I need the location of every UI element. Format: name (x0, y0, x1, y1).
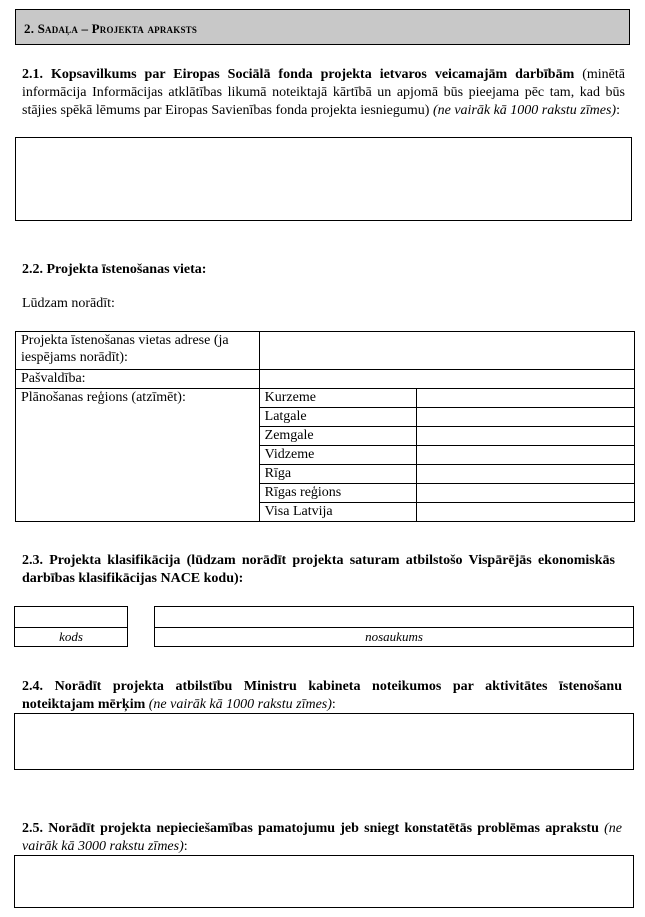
region-checkbox-latgale[interactable] (417, 408, 635, 427)
justification-input-box[interactable] (14, 855, 634, 908)
section-2-2-instruction: Lūdzam norādīt: (22, 296, 115, 311)
municipality-label (16, 370, 260, 389)
nace-code-label-text: kods (59, 629, 83, 644)
section-2-5-text (22, 820, 622, 856)
region-name: Rīga (259, 465, 417, 484)
section-2-3-heading: 2.3. Projekta klasifikācija (lūdzam norādīt projekta saturam atbilstošo Vispārējās ekonomiskās darbības klasifikācijas NACE kodu): (22, 553, 615, 586)
address-label (16, 332, 260, 370)
section-2-4-note: (ne vairāk kā 1000 rakstu zīmes) (145, 697, 332, 712)
region-name: Latgale (259, 408, 417, 427)
address-input[interactable] (259, 332, 634, 370)
nace-name-input[interactable] (154, 606, 634, 628)
region-name: Kurzeme (259, 389, 417, 408)
region-checkbox-kurzeme[interactable] (417, 389, 635, 408)
region-checkbox-riga[interactable] (417, 465, 635, 484)
section-2-4-heading: 2.4. Norādīt projekta atbilstību Ministru kabineta noteikumos par aktivitātes īstenošanu noteiktajam mērķim (22, 679, 622, 712)
section-2-1-heading: 2.1. Kopsavilkums par Eiropas Sociālā fonda projekta ietvaros veicamajām darbībām (22, 67, 575, 82)
section-title: 2. Sadaļa – Projekta apraksts (24, 21, 198, 36)
region-label (16, 389, 260, 522)
nace-name-label-text: nosaukums (365, 629, 423, 644)
region-name: Visa Latvija (259, 503, 417, 522)
region-name: Zemgale (259, 427, 417, 446)
section-2-2-heading: 2.2. Projekta īstenošanas vieta: (22, 262, 207, 277)
section-2-4-text (22, 678, 622, 714)
region-checkbox-vidzeme[interactable] (417, 446, 635, 465)
section-2-5-heading: 2.5. Norādīt projekta nepieciešamības pamatojumu jeb sniegt konstatētās problēmas aprakstu (22, 821, 599, 836)
address-label-text: Projekta īstenošanas vietas adrese (ja iespējams norādīt): (21, 333, 229, 365)
section-2-4-colon: : (331, 697, 336, 712)
region-name: Vidzeme (259, 446, 417, 465)
region-checkbox-rigas-regions[interactable] (417, 484, 635, 503)
region-name: Rīgas reģions (259, 484, 417, 503)
section-2-5-note: (ne vairāk kā 3000 rakstu zīmes) (22, 821, 622, 854)
region-checkbox-zemgale[interactable] (417, 427, 635, 446)
section-2-5-colon: : (183, 839, 188, 854)
nace-name-label (154, 627, 634, 647)
section-2-1-note: (ne vairāk kā 1000 rakstu zīmes) (432, 103, 617, 118)
section-2-1-colon: : (616, 103, 620, 118)
municipality-input[interactable] (259, 370, 634, 389)
objective-input-box[interactable] (14, 713, 634, 770)
region-label-text: Plānošanas reģions (atzīmēt): (21, 390, 186, 405)
section-2-1-text (22, 66, 625, 120)
region-checkbox-visa-latvija[interactable] (417, 503, 635, 522)
section-header (15, 9, 630, 45)
section-2-1-body: (minētā informācija Informācijas atklātības likumā noteiktajā kārtībā un apjomā būs pieejama pēc tam, kad būs stājies spēkā lēmums par Eiropas Savienības fonda projekta iesniegumu) (22, 67, 625, 118)
nace-code-label (14, 627, 128, 647)
summary-input-box[interactable] (15, 137, 632, 221)
nace-code-input[interactable] (14, 606, 128, 628)
project-location-table (15, 331, 635, 522)
municipality-label-text: Pašvaldība: (21, 371, 86, 386)
